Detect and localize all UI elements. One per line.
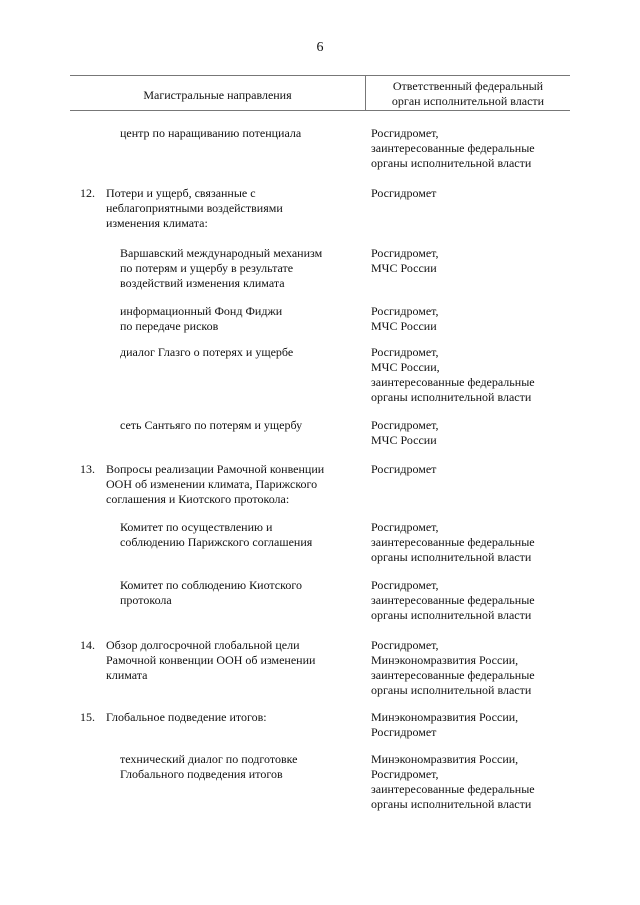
direction-line: информационный Фонд Фиджи (120, 304, 283, 318)
responsible-cell (371, 752, 571, 812)
responsible-cell (371, 304, 571, 334)
header-responsible-line: Ответственный федеральный (392, 79, 544, 93)
responsible-line: Минэкономразвития России, (371, 653, 519, 667)
direction-line: воздействий изменения климата (120, 276, 285, 290)
direction-line: диалог Глазго о потерях и ущербе (120, 345, 294, 359)
direction-cell (106, 186, 356, 231)
responsible-line: Росгидромет (371, 186, 437, 200)
responsible-line: Росгидромет, (371, 578, 439, 592)
direction-cell (120, 304, 356, 334)
responsible-line: органы исполнительной власти (371, 608, 532, 622)
responsible-line: МЧС России (371, 261, 437, 275)
responsible-cell (371, 710, 571, 740)
responsible-line: Росгидромет, (371, 767, 439, 781)
direction-cell (120, 345, 356, 360)
direction-line: Глобального подведения итогов (120, 767, 283, 781)
direction-line: Комитет по осуществлению и (120, 520, 273, 534)
header-responsible-body (366, 79, 570, 109)
direction-line: соглашения и Киотского протокола: (106, 492, 290, 506)
responsible-line: органы исполнительной власти (371, 550, 532, 564)
responsible-line: заинтересованные федеральные (371, 782, 535, 796)
direction-line: изменения климата: (106, 216, 208, 230)
direction-line: Рамочной конвенции ООН об изменении (106, 653, 316, 667)
direction-line: Потери и ущерб, связанные с (106, 186, 256, 200)
header-responsible-line: орган исполнительной власти (391, 94, 545, 108)
responsible-line: МЧС России (371, 433, 437, 447)
responsible-line: Росгидромет, (371, 638, 439, 652)
direction-line: технический диалог по подготовке (120, 752, 298, 766)
direction-line: центр по наращиванию потенциала (120, 126, 302, 140)
direction-cell (120, 418, 356, 433)
row-number: 14. (80, 638, 95, 652)
responsible-line: МЧС России, (371, 360, 440, 374)
direction-line: соблюдению Парижского соглашения (120, 535, 313, 549)
responsible-line: Росгидромет (371, 462, 437, 476)
row-number: 12. (80, 186, 95, 200)
responsible-cell (371, 638, 571, 698)
responsible-line: Минэкономразвития России, (371, 752, 519, 766)
direction-cell (106, 638, 356, 683)
responsible-line: МЧС России (371, 319, 437, 333)
responsible-line: органы исполнительной власти (371, 390, 532, 404)
direction-line: протокола (120, 593, 172, 607)
responsible-line: органы исполнительной власти (371, 683, 532, 697)
header-directions: Магистральные направления (143, 88, 292, 102)
responsible-line: заинтересованные федеральные (371, 535, 535, 549)
page-number: 6 (316, 40, 324, 55)
direction-line: Глобальное подведение итогов: (106, 710, 267, 724)
row-number: 15. (80, 710, 95, 724)
direction-line: сеть Сантьяго по потерям и ущербу (120, 418, 303, 432)
header-top-rule (70, 75, 570, 76)
responsible-cell (371, 126, 571, 171)
responsible-cell (371, 578, 571, 623)
direction-line: неблагоприятными воздействиями (106, 201, 283, 215)
direction-cell (106, 710, 356, 725)
direction-cell (106, 462, 356, 507)
responsible-line: Росгидромет, (371, 126, 439, 140)
responsible-line: Росгидромет, (371, 345, 439, 359)
direction-line: по передаче рисков (120, 319, 219, 333)
responsible-line: Росгидромет, (371, 304, 439, 318)
direction-line: Комитет по соблюдению Киотского (120, 578, 302, 592)
direction-line: Вопросы реализации Рамочной конвенции (106, 462, 325, 476)
responsible-line: Минэкономразвития России, (371, 710, 519, 724)
row-number: 13. (80, 462, 95, 476)
responsible-line: Росгидромет, (371, 520, 439, 534)
responsible-line: Росгидромет (371, 725, 437, 739)
direction-line: Обзор долгосрочной глобальной цели (106, 638, 300, 652)
direction-line: климата (106, 668, 148, 682)
header-bottom-rule (70, 110, 570, 111)
responsible-cell (371, 418, 571, 448)
responsible-cell (371, 246, 571, 276)
responsible-line: заинтересованные федеральные (371, 668, 535, 682)
responsible-line: заинтересованные федеральные (371, 375, 535, 389)
direction-line: ООН об изменении климата, Парижского (106, 477, 318, 491)
responsible-line: органы исполнительной власти (371, 797, 532, 811)
responsible-cell (371, 186, 571, 201)
responsible-cell (371, 520, 571, 565)
responsible-line: заинтересованные федеральные (371, 593, 535, 607)
responsible-line: органы исполнительной власти (371, 156, 532, 170)
responsible-cell (371, 462, 571, 477)
responsible-line: Росгидромет, (371, 246, 439, 260)
direction-cell (120, 752, 356, 782)
direction-cell (120, 520, 356, 550)
direction-cell (120, 578, 356, 608)
direction-line: по потерям и ущербу в результате (120, 261, 294, 275)
direction-cell (120, 126, 356, 141)
direction-cell (120, 246, 356, 291)
responsible-line: Росгидромет, (371, 418, 439, 432)
responsible-line: заинтересованные федеральные (371, 141, 535, 155)
direction-line: Варшавский международный механизм (120, 246, 323, 260)
responsible-cell (371, 345, 571, 405)
